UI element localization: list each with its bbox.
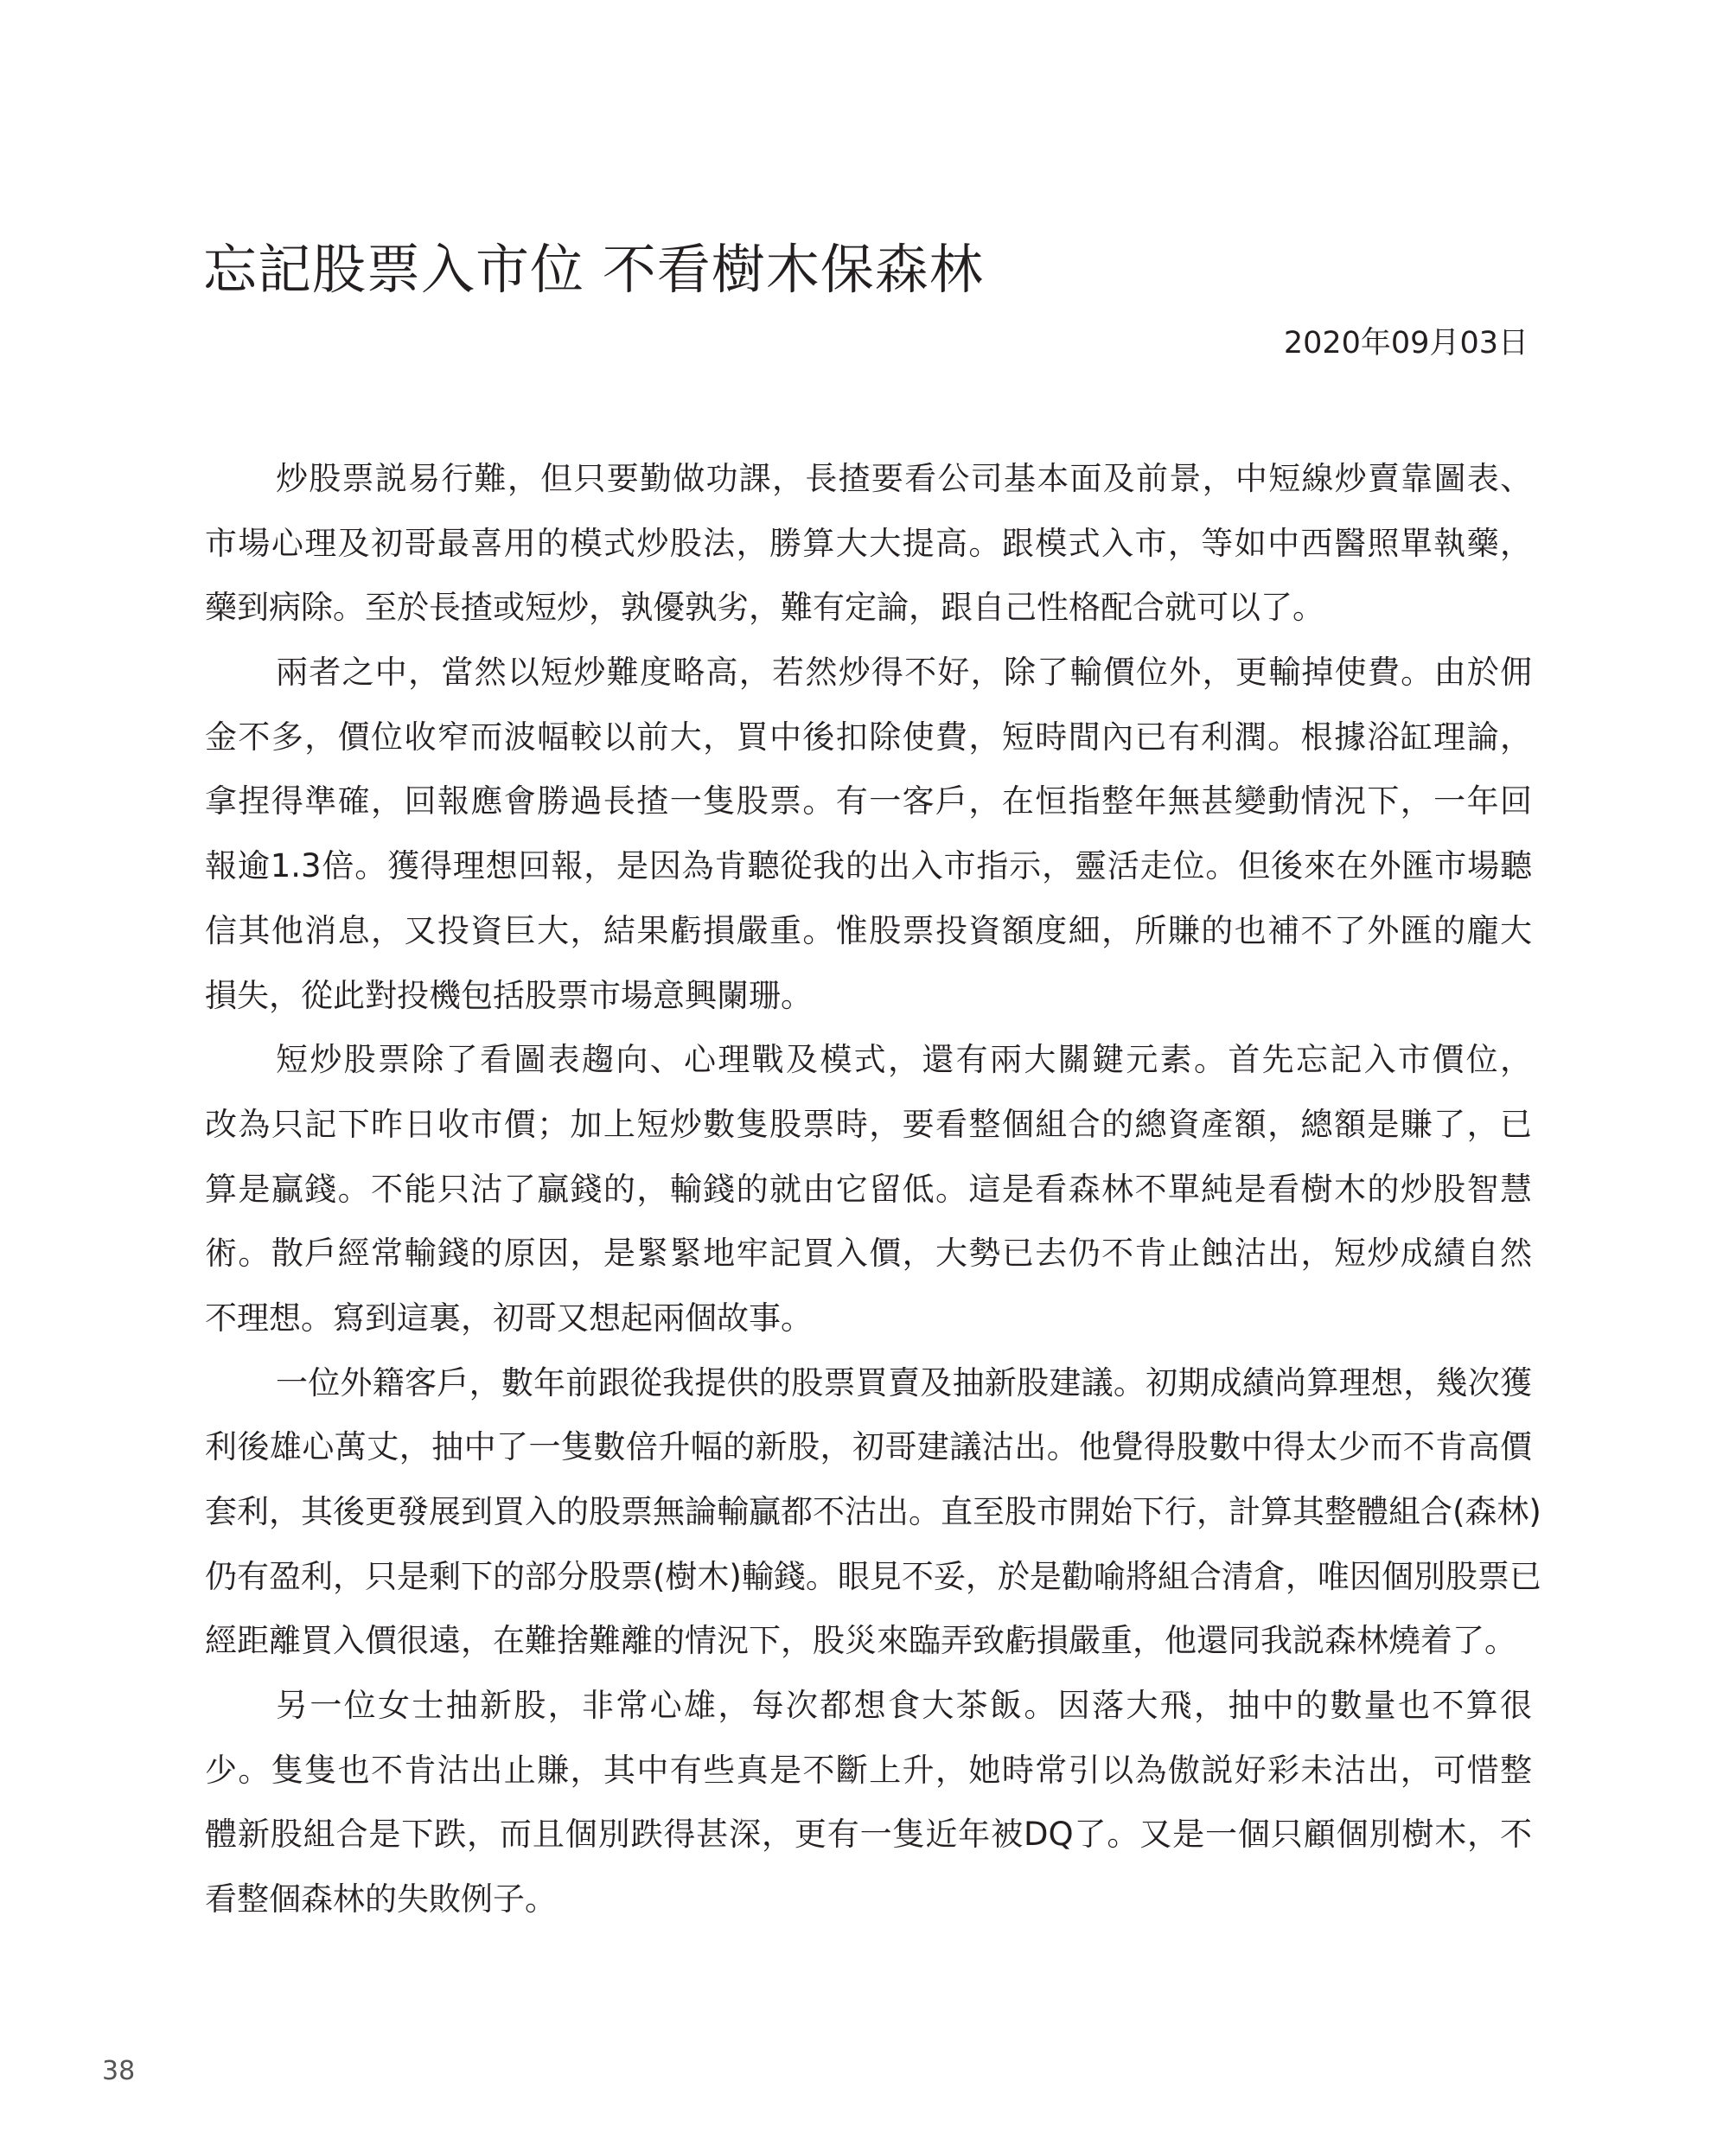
text-line: 金不多，價位收窄而波幅較以前大，買中後扣除使費，短時間內已有利潤。根據浴缸理論， (205, 718, 1532, 756)
text-line: 報逾1.3倍。獲得理想回報，是因為肯聽從我的出入市指示，靈活走位。但後來在外匯市場聽 (205, 847, 1532, 885)
article-date: 2020年09月03日 (1283, 326, 1529, 361)
text-line: 套利，其後更發展到買入的股票無論輸贏都不沽出。直至股市開始下行，計算其整體組合(森林) (205, 1493, 1541, 1530)
article-body (205, 456, 1541, 1942)
article-title: 忘記股票入市位 不看樹木保森林 (203, 238, 984, 301)
text-line: 藥到病除。至於長揸或短炒，孰優孰劣，難有定論，跟自己性格配合就可以了。 (205, 589, 1324, 627)
text-line: 少。隻隻也不肯沽出止賺，其中有些真是不斷上升，她時常引以為傲説好彩未沽出，可惜整 (205, 1751, 1532, 1789)
text-line: 利後雄心萬丈，抽中了一隻數倍升幅的新股，初哥建議沽出。他覺得股數中得太少而不肯高價 (205, 1428, 1532, 1466)
text-line: 算是贏錢。不能只沽了贏錢的，輸錢的就由它留低。這是看森林不單純是看樹木的炒股智慧 (205, 1170, 1532, 1208)
paragraph (205, 1683, 1532, 1942)
text-line: 經距離買入價很遠，在難捨難離的情況下，股災來臨弄致虧損嚴重，他還同我説森林燒着了。 (205, 1622, 1516, 1660)
text-line: 炒股票説易行難，但只要勤做功課，長揸要看公司基本面及前景，中短線炒賣靠圖表、 (276, 460, 1532, 497)
text-line: 市場心理及初哥最喜用的模式炒股法，勝算大大提高。跟模式入市，等如中西醫照單執藥， (205, 524, 1532, 562)
text-line: 兩者之中，當然以短炒難度略高，若然炒得不好，除了輸價位外，更輸掉使費。由於佣 (276, 654, 1532, 692)
text-line: 損失，從此對投機包括股票市場意興闌珊。 (205, 976, 813, 1014)
paragraph (205, 1037, 1532, 1360)
text-line: 仍有盈利，只是剩下的部分股票(樹木)輸錢。眼見不妥，於是勸喻將組合清倉，唯因個別股票已 (205, 1557, 1541, 1595)
paragraph (205, 650, 1532, 1037)
text-line: 改為只記下昨日收市價；加上短炒數隻股票時，要看整個組合的總資產額，總額是賺了，已 (205, 1105, 1532, 1143)
text-line: 不理想。寫到這裏，初哥又想起兩個故事。 (205, 1299, 813, 1337)
text-line: 術。散戶經常輸錢的原因，是緊緊地牢記買入價，大勢已去仍不肯止蝕沽出，短炒成績自然 (205, 1235, 1532, 1273)
text-line: 另一位女士抽新股，非常心雄，每次都想食大茶飯。因落大飛，抽中的數量也不算很 (276, 1687, 1532, 1725)
text-line: 體新股組合是下跌，而且個別跌得甚深，更有一隻近年被DQ了。又是一個只顧個別樹木，不 (205, 1816, 1532, 1854)
paragraph (205, 1361, 1541, 1683)
text-line: 信其他消息，又投資巨大，結果虧損嚴重。惟股票投資額度細，所賺的也補不了外匯的龐大 (205, 911, 1532, 949)
text-line: 短炒股票除了看圖表趨向、心理戰及模式，還有兩大關鍵元素。首先忘記入市價位， (276, 1041, 1532, 1079)
text-line: 一位外籍客戶，數年前跟從我提供的股票買賣及抽新股建議。初期成績尚算理想，幾次獲 (276, 1363, 1532, 1401)
text-line: 看整個森林的失敗例子。 (205, 1880, 557, 1918)
page-number: 38 (102, 2056, 136, 2086)
text-line: 拿捏得準確，回報應會勝過長揸一隻股票。有一客戶，在恒指整年無甚變動情況下，一年回 (205, 782, 1532, 820)
paragraph (205, 456, 1532, 650)
